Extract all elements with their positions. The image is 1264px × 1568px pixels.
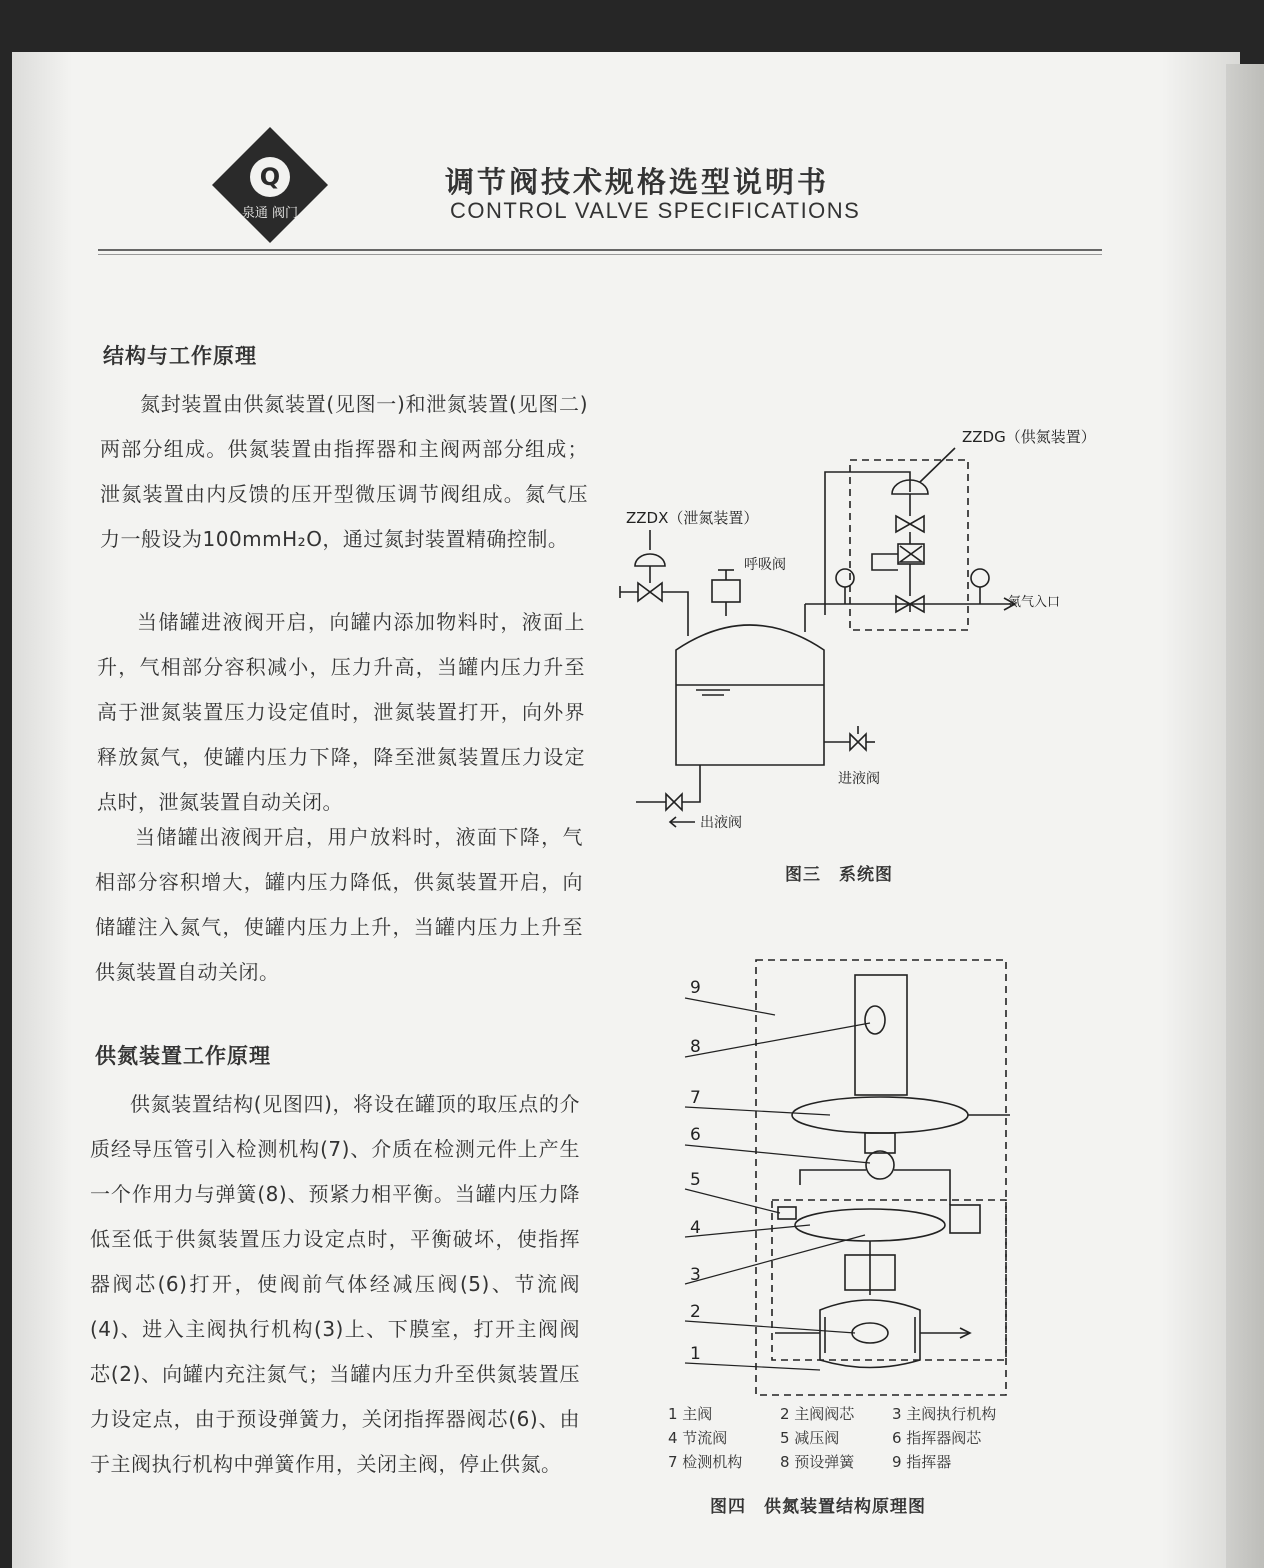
paragraph-liquid-out: 当储罐出液阀开启，用户放料时，液面下降，气相部分容积增大，罐内压力降低，供氮装置开启，向储罐注入氮气，使罐内压力上升，当罐内压力上升至供氮装置自动关闭。 (95, 825, 583, 984)
legend-item: 3 主阀执行机构 (892, 1405, 997, 1423)
zzdx-valve (638, 583, 662, 601)
legend-item: 9 指挥器 (892, 1453, 952, 1471)
pilot-boundary (756, 960, 1006, 1395)
main-actuator (795, 1209, 945, 1241)
callout-7: 7 (690, 1088, 701, 1108)
outlet-valve (666, 794, 682, 810)
regulator-mark (900, 546, 922, 562)
zzdg-bypass (872, 554, 898, 570)
label-breather: 呼吸阀 (744, 557, 786, 573)
figure-structure-diagram (680, 955, 1020, 1400)
callout-6: 6 (690, 1125, 701, 1145)
main-valve-body (820, 1300, 920, 1368)
gauge-left (836, 569, 854, 587)
legend-row-2 (668, 1426, 1022, 1450)
paragraph-intro: 氮封装置由供氮装置(见图一)和泄氮装置(见图二)两部分组成。供氮装置由指挥器和主阀两部分组成；泄氮装置由内反馈的压开型微压调节阀组成。氮气压力一般设为100mmH₂O，通过氮封装置精确控制。 (100, 392, 588, 551)
gauge-right (971, 569, 989, 587)
pilot-pipe-left (800, 1170, 866, 1185)
doc-title-cn: 调节阀技术规格选型说明书 (445, 165, 830, 199)
figure4-legend (668, 1402, 1022, 1474)
label-zzdg: ZZDG（供氮装置） (962, 428, 1096, 446)
label-outlet-valve: 出液阀 (700, 815, 742, 831)
paragraph-supply-principle: 供氮装置结构(见图四)，将设在罐顶的取压点的介质经导压管引入检测机构(7)、介质在检测元件上产生一个作用力与弹簧(8)、预紧力相平衡。当罐内压力降低至低于供氮装置压力设定点时，平衡破坏，使指挥器阀芯(6)打开，使阀前气体经减压阀(5)、节流阀(4)、进入主阀执行机构(3)上、下膜室，打开主阀阀芯(2)、向罐内充注氮气；当罐内压力升至供氮装置压力设定点，由于预设弹簧力，关闭指挥器阀芯(6)、由于主阀执行机构中弹簧作用，关闭主阀，停止供氮。 (90, 1092, 580, 1476)
pipe-outlet (682, 765, 700, 802)
company-logo (210, 125, 330, 245)
page-edge (1226, 64, 1264, 1568)
callout-3: 3 (690, 1265, 701, 1285)
pilot-valve-core (866, 1151, 894, 1179)
legend-item: 5 减压阀 (780, 1429, 840, 1447)
leader-4 (685, 1225, 810, 1237)
main-valve-core (852, 1323, 888, 1343)
header-rule (98, 249, 1102, 255)
inlet-valve (850, 734, 866, 750)
main-valve-boundary (772, 1200, 1006, 1360)
detection-diaphragm (792, 1097, 968, 1133)
callout-2: 2 (690, 1302, 701, 1322)
logo-letter: Q (259, 163, 281, 191)
label-zzdx: ZZDX（泄氮装置） (626, 509, 759, 527)
leader-1 (685, 1363, 820, 1370)
paragraph-liquid-in: 当储罐进液阀开启，向罐内添加物料时，液面上升，气相部分容积减小，压力升高，当罐内压力升至高于泄氮装置压力设定值时，泄氮装置打开，向外界释放氮气，使罐内压力下降，降至泄氮装置压力设定点时，泄氮装置自动关闭。 (97, 610, 585, 814)
leader-zzdg (920, 448, 955, 482)
leader-3 (685, 1235, 865, 1284)
callout-1: 1 (690, 1344, 701, 1364)
figure-system-diagram (600, 420, 1100, 840)
logo-text: 泉通 阀门 (241, 206, 299, 221)
zzdg-valve-1 (896, 516, 924, 532)
legend-item: 4 节流阀 (668, 1429, 728, 1447)
legend-item: 6 指挥器阀芯 (892, 1429, 982, 1447)
zzdx-dome (635, 554, 665, 566)
leader-5 (685, 1189, 780, 1213)
legend-item: 2 主阀阀芯 (780, 1405, 855, 1423)
callout-4: 4 (690, 1218, 701, 1238)
leader-7 (685, 1107, 830, 1115)
legend-item: 7 检测机构 (668, 1453, 743, 1471)
zzdx-pipe (662, 592, 688, 636)
label-n2-inlet: 氮气入口 (1008, 595, 1061, 610)
leader-2 (685, 1321, 855, 1333)
leader-8 (685, 1023, 870, 1057)
leader-9 (685, 998, 775, 1015)
label-inlet-valve: 进液阀 (838, 771, 880, 787)
figure3-caption: 图三 系统图 (785, 865, 893, 885)
figure4-caption: 图四 供氮装置结构原理图 (710, 1497, 926, 1517)
section-heading-supply: 供氮装置工作原理 (95, 1044, 271, 1068)
callout-8: 8 (690, 1037, 701, 1057)
legend-item: 8 预设弹簧 (780, 1453, 855, 1471)
legend-item: 1 主阀 (668, 1405, 713, 1423)
callout-5: 5 (690, 1170, 701, 1190)
leader-6 (685, 1145, 870, 1163)
preset-spring (865, 1006, 885, 1034)
legend-row-1 (668, 1402, 1022, 1426)
spring-housing (855, 975, 907, 1095)
breather-valve (712, 580, 740, 602)
section-heading-structure: 结构与工作原理 (103, 344, 257, 368)
callout-9: 9 (690, 978, 701, 998)
throttle-valve (778, 1207, 796, 1219)
pressure-reducer (950, 1205, 980, 1233)
pilot-body (865, 1133, 895, 1153)
storage-tank (676, 625, 824, 765)
legend-row-3 (668, 1450, 1022, 1474)
doc-title-en: CONTROL VALVE SPECIFICATIONS (450, 198, 861, 223)
